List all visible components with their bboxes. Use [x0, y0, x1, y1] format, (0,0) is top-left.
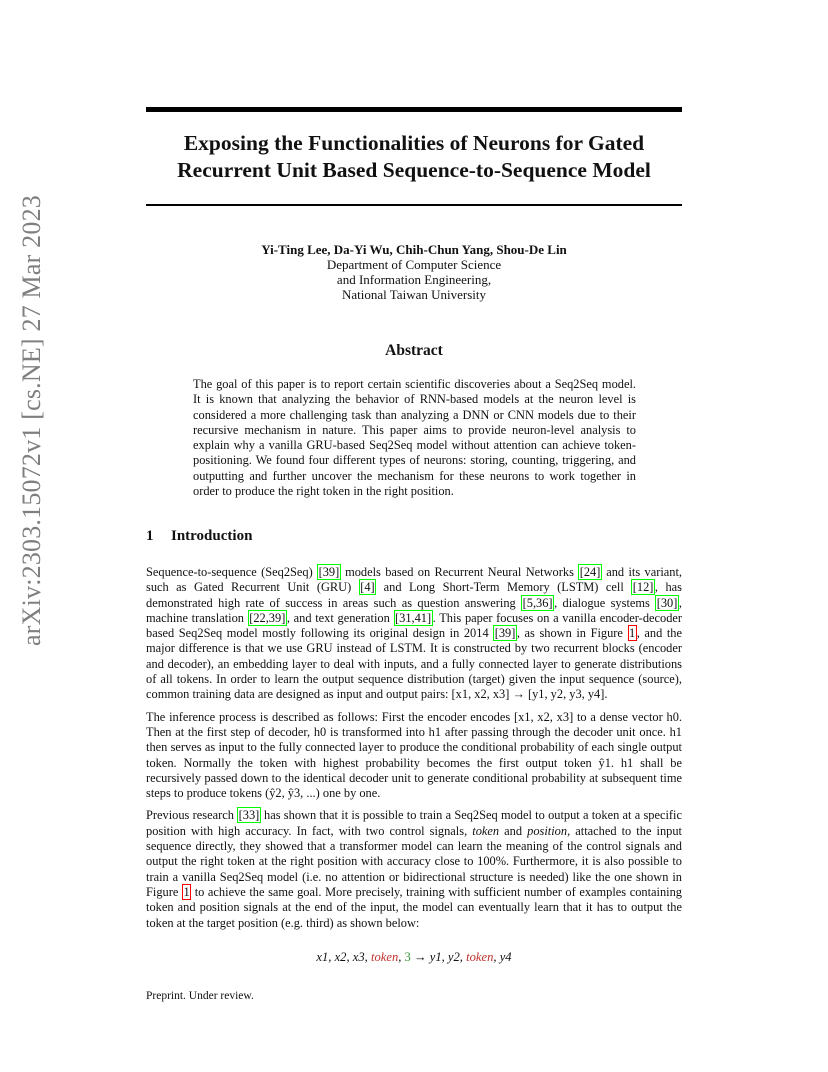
example-token-signal: token — [370, 950, 399, 964]
citation-link[interactable]: [30] — [656, 595, 678, 610]
section-number: 1 — [146, 528, 154, 544]
affiliation-line-1: Department of Computer Science — [326, 257, 502, 272]
emphasis-position: position — [527, 823, 568, 838]
citation-link[interactable]: [12] — [632, 580, 654, 595]
abstract-heading: Abstract — [385, 342, 443, 359]
affiliation-line-3: National Taiwan University — [342, 287, 486, 302]
example-tail: , y4 — [493, 950, 512, 964]
paragraph-3 — [146, 808, 682, 930]
citation-link[interactable]: [24] — [579, 565, 601, 579]
text-span: Previous research — [146, 808, 238, 823]
arxiv-identifier: arXiv:2303.15072v1 [cs.NE] 27 Mar 2023 — [17, 195, 46, 646]
text-span: , has demonstrated high rate of success in areas such as question answering — [146, 580, 683, 610]
text-span: , as shown in Figure — [516, 626, 628, 641]
example-position-signal: 3 — [404, 950, 411, 964]
example-token-output: token — [466, 950, 494, 964]
section-title: Introduction — [171, 528, 253, 544]
example-comma: , — [398, 950, 405, 964]
title-line-2: Recurrent Unit Based Sequence-to-Sequence Model — [177, 158, 651, 182]
citation-link[interactable]: [22,39] — [249, 610, 286, 625]
author-block — [146, 242, 682, 302]
citation-link[interactable]: [31,41] — [395, 610, 432, 625]
title-line-1: Exposing the Functionalities of Neurons for Gated — [183, 131, 645, 155]
figure-link[interactable]: 1 — [183, 884, 190, 899]
text-span: , and text generation — [286, 610, 394, 625]
emphasis-token: token — [472, 823, 500, 838]
title-rule-top — [146, 107, 682, 112]
text-span: , machine translation — [146, 595, 682, 625]
text-span: , and the major difference is that we use GRU instead of LSTM. It is constructed by two recurrent blocks (encoder and decoder), an embedding layer to deal with inputs, and a fully connected layer to generate distributions of all tokens. In order to learn the output sequence distribution (target) given the input sequence (source), common training data are designed as input and output pairs: [x1, x2, x3] → [y1, y2, y3, y4]. — [146, 626, 682, 702]
citation-link[interactable]: [39] — [494, 626, 516, 641]
citation-link[interactable]: [5,36] — [522, 595, 553, 610]
citation-link[interactable]: [33] — [238, 808, 260, 823]
footer-note: Preprint. Under review. — [146, 990, 254, 1002]
example-inputs: x1, x2, x3, — [316, 950, 371, 964]
text-span: , attached to the input sequence directly, they showed that a transformer model can learn the meaning of the control signals and output the right token at the right position with accuracy close to 100%. Furthermore, it is also possible to train a vanilla Seq2Seq model (i.e. no attention or bidirectional structure is needed) like the one shown in Figure — [146, 823, 682, 899]
author-names: Yi-Ting Lee, Da-Yi Wu, Chih-Chun Yang, Shou-De Lin — [261, 242, 567, 257]
text-span: has shown that it is possible to train a Seq2Seq model to output a token at a specific position with high accuracy. In fact, with two control signals, — [146, 808, 682, 838]
text-span: models based on Recurrent Neural Networks — [340, 565, 579, 579]
affiliation-line-2: and Information Engineering, — [336, 272, 492, 287]
text-span: and — [499, 823, 528, 838]
text-span: and Long Short-Term Memory (LSTM) cell — [376, 580, 632, 595]
abstract-text: The goal of this paper is to report certain scientific discoveries about a Seq2Seq model. It is known that analyzing the behavior of RNN-based models at the neuron level is considered a more challenging task than analyzing a DNN or CNN models due to their recursive mechanism in nature. This paper aims to provide neuron-level analysis to explain why a vanilla GRU-based Seq2Seq model without attention can achieve token-positioning. We found four different types of neurons: storing, counting, triggering, and outputting and further uncover the mechanism for these neurons to work together in order to produce the right token in the right position. — [193, 377, 636, 499]
citation-link[interactable]: [39] — [318, 565, 340, 579]
section-heading-introduction — [146, 528, 252, 545]
citation-link[interactable]: [4] — [360, 580, 375, 595]
example-outputs: → y1, y2, — [410, 950, 467, 964]
figure-link[interactable]: 1 — [629, 626, 636, 641]
title-rule-bottom — [146, 204, 682, 206]
text-span: , dialogue systems — [554, 595, 656, 610]
example-sequence — [146, 950, 682, 965]
introduction-body — [146, 565, 682, 938]
text-span: Sequence-to-sequence (Seq2Seq) — [146, 565, 318, 579]
text-span: . This paper focuses on a vanilla encoder-decoder based Seq2Seq model mostly following its original design in 2014 — [146, 610, 683, 641]
paragraph-2: The inference process is described as follows: First the encoder encodes [x1, x2, x3] to a dense vector h0. Then at the first step of decoder, h0 is transformed into h1 after passing through the decoder unit once. h1 then serves as input to the fully connected layer to produce the conditional probability of each single output token. Normally the token with highest probability becomes the first output token ŷ1. h1 shall be recursively passed down to the identical decoder unit to generate conditional probability at subsequent time steps to produce tokens (ŷ2, ŷ3, ...) one by one. — [146, 709, 682, 801]
paper-title — [146, 130, 682, 184]
text-span: to achieve the same goal. More precisely, training with sufficient number of examples containing token and position signals at the end of the input, the model can eventually learn that it has to output the token at the target position (e.g. third) as shown below: — [146, 884, 682, 930]
paragraph-1 — [146, 565, 682, 703]
text-span: and its variant, such as Gated Recurrent Unit (GRU) — [146, 565, 682, 595]
